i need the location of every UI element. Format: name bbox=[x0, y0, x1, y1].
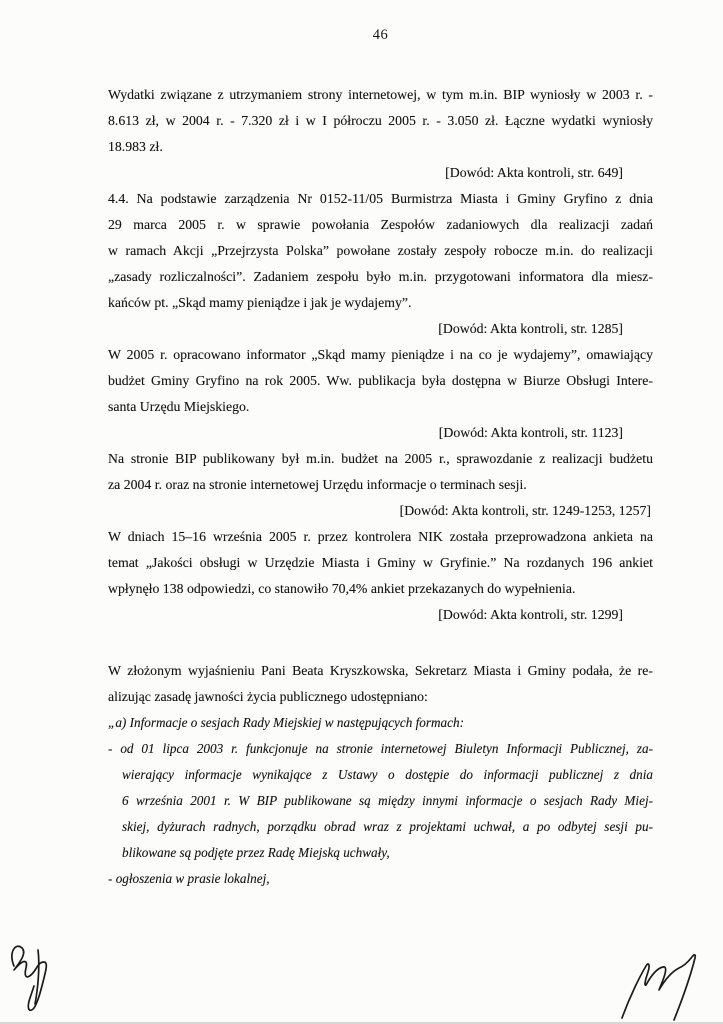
text-line: 29 marca 2005 r. w sprawie powołania Zespołów zadaniowych dla realizacji zadań bbox=[108, 217, 653, 232]
text-line: kańców pt. „Skąd mamy pieniądze i jak je wydajemy”. bbox=[108, 295, 412, 310]
text-line: blikowane są podjęte przez Radę Miejską uchwały, bbox=[122, 845, 390, 860]
text-line: za 2004 r. oraz na stronie internetowej Urzędu informacje o terminach sesji. bbox=[108, 477, 527, 492]
text-line: wpłynęło 138 odpowiedzi, co stanowiło 70,4% ankiet przekazanych do wypełnienia. bbox=[108, 581, 576, 596]
text-line: W złożonym wyjaśnieniu Pani Beata Kryszkowska, Sekretarz Miasta i Gminy podała, że re- bbox=[108, 663, 653, 678]
text-line: - od 01 lipca 2003 r. funkcjonuje na stronie internetowej Biuletyn Informacji Publicznej, za- bbox=[108, 741, 653, 756]
text-line: W 2005 r. opracowano informator „Skąd mamy pieniądze i na co je wydajemy”, omawiający bbox=[108, 347, 653, 362]
handwritten-initials-icon bbox=[4, 936, 64, 1021]
text-line: wierający informacje wynikające z Ustawy o dostępie do informacji publicznej z dnia bbox=[122, 767, 653, 782]
text-line: W dniach 15–16 września 2005 r. przez kontrolera NIK została przeprowadzona ankieta na bbox=[108, 529, 653, 544]
text-line: temat „Jakości obsługi w Urzędzie Miasta i Gminy w Gryfinie.” Na rozdanych 196 ankiet bbox=[108, 555, 653, 570]
text-line: „a) Informacje o sesjach Rady Miejskiej w następujących formach: bbox=[108, 715, 464, 730]
page-number: 46 bbox=[372, 27, 389, 43]
text-line: „zasady rozliczalności”. Zadaniem zespołu było m.in. przygotowani informatora dla miesz- bbox=[108, 269, 653, 284]
evidence-reference: [Dowód: Akta kontroli, str. 1249-1253, 1257] bbox=[399, 503, 651, 518]
text-line: Wydatki związane z utrzymaniem strony internetowej, w tym m.in. BIP wyniosły w 2003 r. - bbox=[108, 87, 653, 102]
text-line: 4.4. Na podstawie zarządzenia Nr 0152-11/05 Burmistrza Miasta i Gminy Gryfino z dnia bbox=[108, 191, 653, 206]
text-line: - ogłoszenia w prasie lokalnej, bbox=[108, 871, 270, 886]
evidence-reference: [Dowód: Akta kontroli, str. 1285] bbox=[438, 321, 623, 336]
text-line: 6 września 2001 r. W BIP publikowane są między innymi informacje o sesjach Rady Miej- bbox=[122, 793, 653, 808]
evidence-reference: [Dowód: Akta kontroli, str. 1123] bbox=[438, 425, 623, 440]
text-line: w ramach Akcji „Przejrzysta Polska” powołane zostały zespoły robocze m.in. do realizacji bbox=[108, 243, 653, 258]
text-line: 18.983 zł. bbox=[108, 139, 163, 154]
text-line: skiej, dyżurach radnych, porządku obrad wraz z projektami uchwał, a po odbytej sesji pu- bbox=[122, 819, 653, 834]
text-line: budżet Gminy Gryfino na rok 2005. Ww. publikacja była dostępna w Biurze Obsługi Intere- bbox=[108, 373, 653, 388]
handwritten-signature-icon bbox=[616, 952, 708, 1024]
text-line: Na stronie BIP publikowany był m.in. budżet na 2005 r., sprawozdanie z realizacji budżetu bbox=[108, 451, 653, 466]
text-line: santa Urzędu Miejskiego. bbox=[108, 399, 250, 414]
evidence-reference: [Dowód: Akta kontroli, str. 649] bbox=[445, 165, 623, 180]
text-line: alizując zasadę jawności życia publicznego udostępniano: bbox=[108, 689, 428, 704]
evidence-reference: [Dowód: Akta kontroli, str. 1299] bbox=[438, 607, 623, 622]
text-line: 8.613 zł, w 2004 r. - 7.320 zł i w I półroczu 2005 r. - 3.050 zł. Łączne wydatki wyniosły bbox=[108, 113, 653, 128]
document-body bbox=[108, 82, 653, 892]
paragraph-gap bbox=[108, 628, 653, 658]
